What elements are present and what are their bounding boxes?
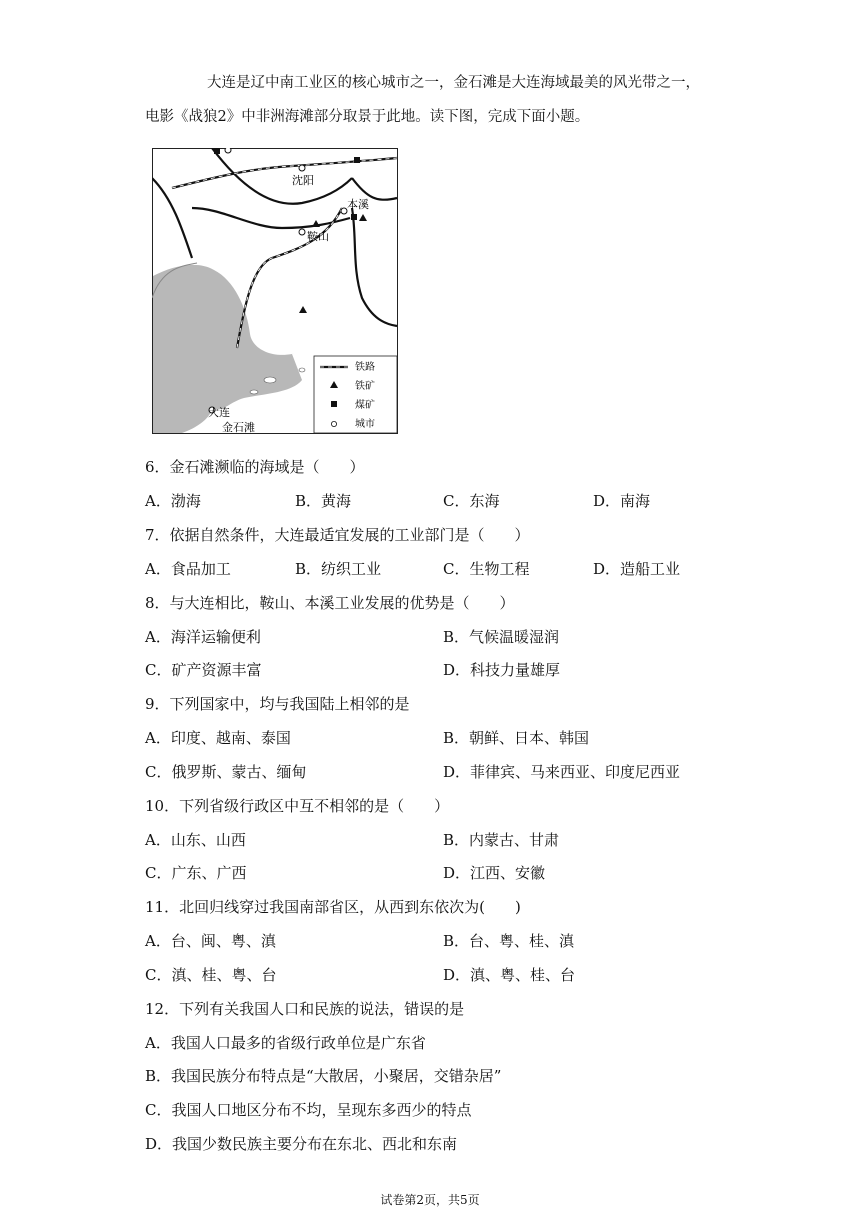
map-label-shenyang: 沈阳 <box>292 174 314 187</box>
q10-option-b[interactable]: B．内蒙古、甘肃 <box>443 831 560 849</box>
q10-option-d[interactable]: D．江西、安徽 <box>443 864 546 882</box>
intro-line-2: 电影《战狼2》中非洲海滩部分取景于此地。读下图，完成下面小题。 <box>145 109 590 125</box>
coal-mine-marker <box>351 214 357 220</box>
q8-option-b[interactable]: B．气候温暖湿润 <box>443 628 560 646</box>
q7-option-c[interactable]: C．生物工程 <box>443 560 530 578</box>
q7-option-b[interactable]: B．纺织工业 <box>295 560 382 578</box>
intro-line-1: 大连是辽中南工业区的核心城市之一，金石滩是大连海域最美的风光带之一， <box>207 75 700 91</box>
legend-label-coal: 煤矿 <box>355 400 375 411</box>
question-8-stem: 8．与大连相比，鞍山、本溪工业发展的优势是（ ） <box>145 594 515 612</box>
q10-option-a[interactable]: A．山东、山西 <box>145 831 246 849</box>
intro-passage <box>145 66 725 134</box>
question-10-stem: 10．下列省级行政区中互不相邻的是（ ） <box>145 797 450 815</box>
legend-label-iron: 铁矿 <box>355 381 375 392</box>
q7-option-a[interactable]: A．食品加工 <box>145 560 231 578</box>
q12-option-b[interactable]: B．我国民族分布特点是“大散居，小聚居，交错杂居” <box>145 1067 502 1085</box>
q12-option-c[interactable]: C．我国人口地区分布不均，呈现东多西少的特点 <box>145 1101 472 1119</box>
q8-option-c[interactable]: C．矿产资源丰富 <box>145 661 262 679</box>
question-7-stem: 7．依据自然条件，大连最适宜发展的工业部门是（ ） <box>145 526 530 544</box>
q9-option-a[interactable]: A．印度、越南、泰国 <box>145 729 291 747</box>
q6-option-b[interactable]: B．黄海 <box>295 492 352 510</box>
question-9-stem: 9．下列国家中，均与我国陆上相邻的是 <box>145 695 410 713</box>
map-label-benxi: 本溪 <box>347 198 369 211</box>
q9-option-d[interactable]: D．菲律宾、马来西亚、印度尼西亚 <box>443 763 681 781</box>
q8-option-a[interactable]: A．海洋运输便利 <box>145 628 261 646</box>
city-marker <box>299 229 305 235</box>
q6-option-c[interactable]: C．东海 <box>443 492 500 510</box>
liaoning-map <box>152 148 398 434</box>
question-6-stem: 6．金石滩濒临的海域是（ ） <box>145 458 365 476</box>
q6-option-d[interactable]: D．南海 <box>593 492 651 510</box>
city-marker <box>299 165 305 171</box>
map-label-jinshitan: 金石滩 <box>222 421 255 434</box>
q9-option-b[interactable]: B．朝鲜、日本、韩国 <box>443 729 590 747</box>
legend-label-city: 城市 <box>355 419 375 430</box>
page-footer: 试卷第2页，共5页 <box>380 1193 480 1207</box>
q11-option-b[interactable]: B．台、粤、桂、滇 <box>443 932 575 950</box>
q11-option-d[interactable]: D．滇、粤、桂、台 <box>443 966 576 984</box>
map-label-anshan: 鞍山 <box>307 230 329 243</box>
map-label-dalian: 大连 <box>208 406 230 419</box>
legend-label-railway: 铁路 <box>355 362 375 373</box>
q10-option-c[interactable]: C．广东、广西 <box>145 864 247 882</box>
coal-mine-marker <box>214 148 220 154</box>
q6-option-a[interactable]: A．渤海 <box>145 492 201 510</box>
question-11-stem: 11．北回归线穿过我国南部省区，从西到东依次为( ) <box>145 898 521 916</box>
q12-option-d[interactable]: D．我国少数民族主要分布在东北、西北和东南 <box>145 1135 458 1153</box>
q7-option-d[interactable]: D．造船工业 <box>593 560 681 578</box>
question-12-stem: 12．下列有关我国人口和民族的说法，错误的是 <box>145 1000 465 1018</box>
q11-option-a[interactable]: A．台、闽、粤、滇 <box>145 932 276 950</box>
q12-option-a[interactable]: A．我国人口最多的省级行政单位是广东省 <box>145 1034 426 1052</box>
q9-option-c[interactable]: C．俄罗斯、蒙古、缅甸 <box>145 763 307 781</box>
city-marker <box>225 148 231 153</box>
q11-option-c[interactable]: C．滇、桂、粤、台 <box>145 966 277 984</box>
coal-mine-marker <box>354 157 360 163</box>
q8-option-d[interactable]: D．科技力量雄厚 <box>443 661 561 679</box>
map-legend <box>314 356 397 433</box>
